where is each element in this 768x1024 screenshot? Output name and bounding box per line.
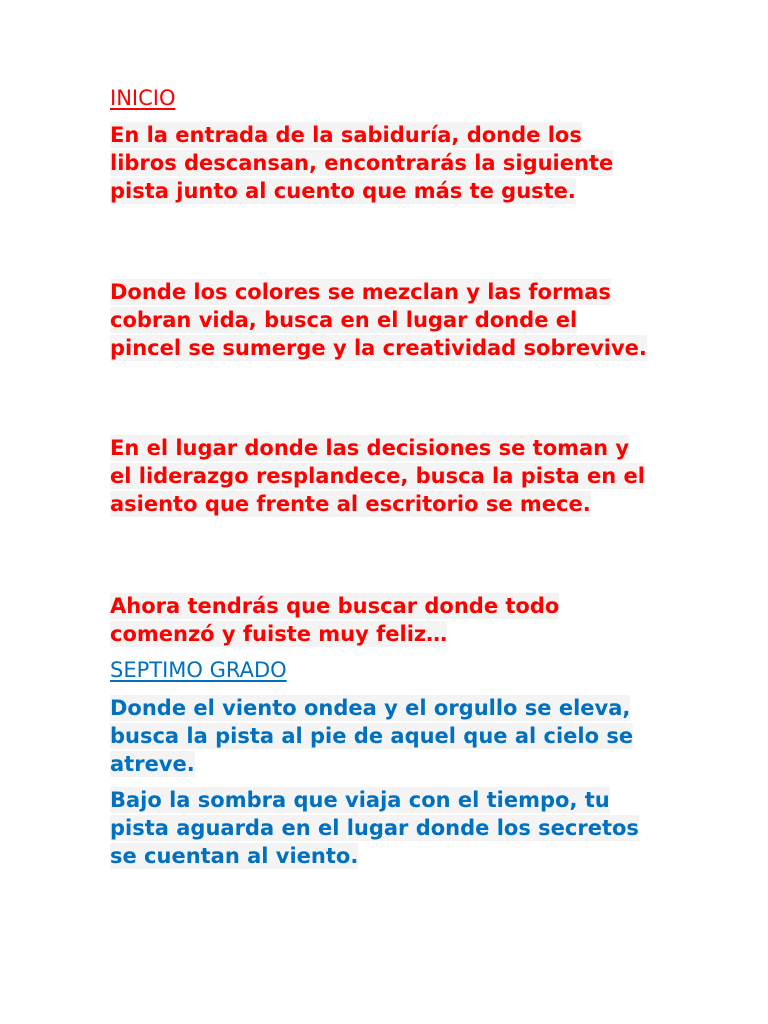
paragraph-clue-5-text: Donde el viento ondea y el orgullo se eleva, busca la pista al pie de aquel que al cielo se atreve. <box>110 696 634 776</box>
heading-septimo-grado: SEPTIMO GRADO <box>110 658 287 682</box>
paragraph-clue-3 <box>110 434 650 518</box>
paragraph-clue-1 <box>110 121 650 205</box>
paragraph-clue-6-text: Bajo la sombra que viaja con el tiempo, tu pista aguarda en el lugar donde los secretos se cuentan al viento. <box>110 788 639 868</box>
paragraph-clue-2-text: Donde los colores se mezclan y las formas cobran vida, busca en el lugar donde el pincel se sumerge y la creatividad sobrevive. <box>110 280 647 360</box>
paragraph-clue-2 <box>110 278 650 362</box>
paragraph-clue-4 <box>110 592 650 648</box>
paragraph-clue-3-text: En el lugar donde las decisiones se toman y el liderazgo resplandece, busca la pista en el asiento que frente al escritorio se mece. <box>110 436 645 516</box>
paragraph-clue-1-text: En la entrada de la sabiduría, donde los libros descansan, encontrarás la siguiente pista junto al cuento que más te guste. <box>110 123 614 203</box>
paragraph-clue-5 <box>110 694 650 778</box>
paragraph-clue-4-text: Ahora tendrás que buscar donde todo comenzó y fuiste muy feliz… <box>110 594 560 646</box>
heading-inicio: INICIO <box>110 86 176 110</box>
paragraph-clue-6 <box>110 786 650 870</box>
